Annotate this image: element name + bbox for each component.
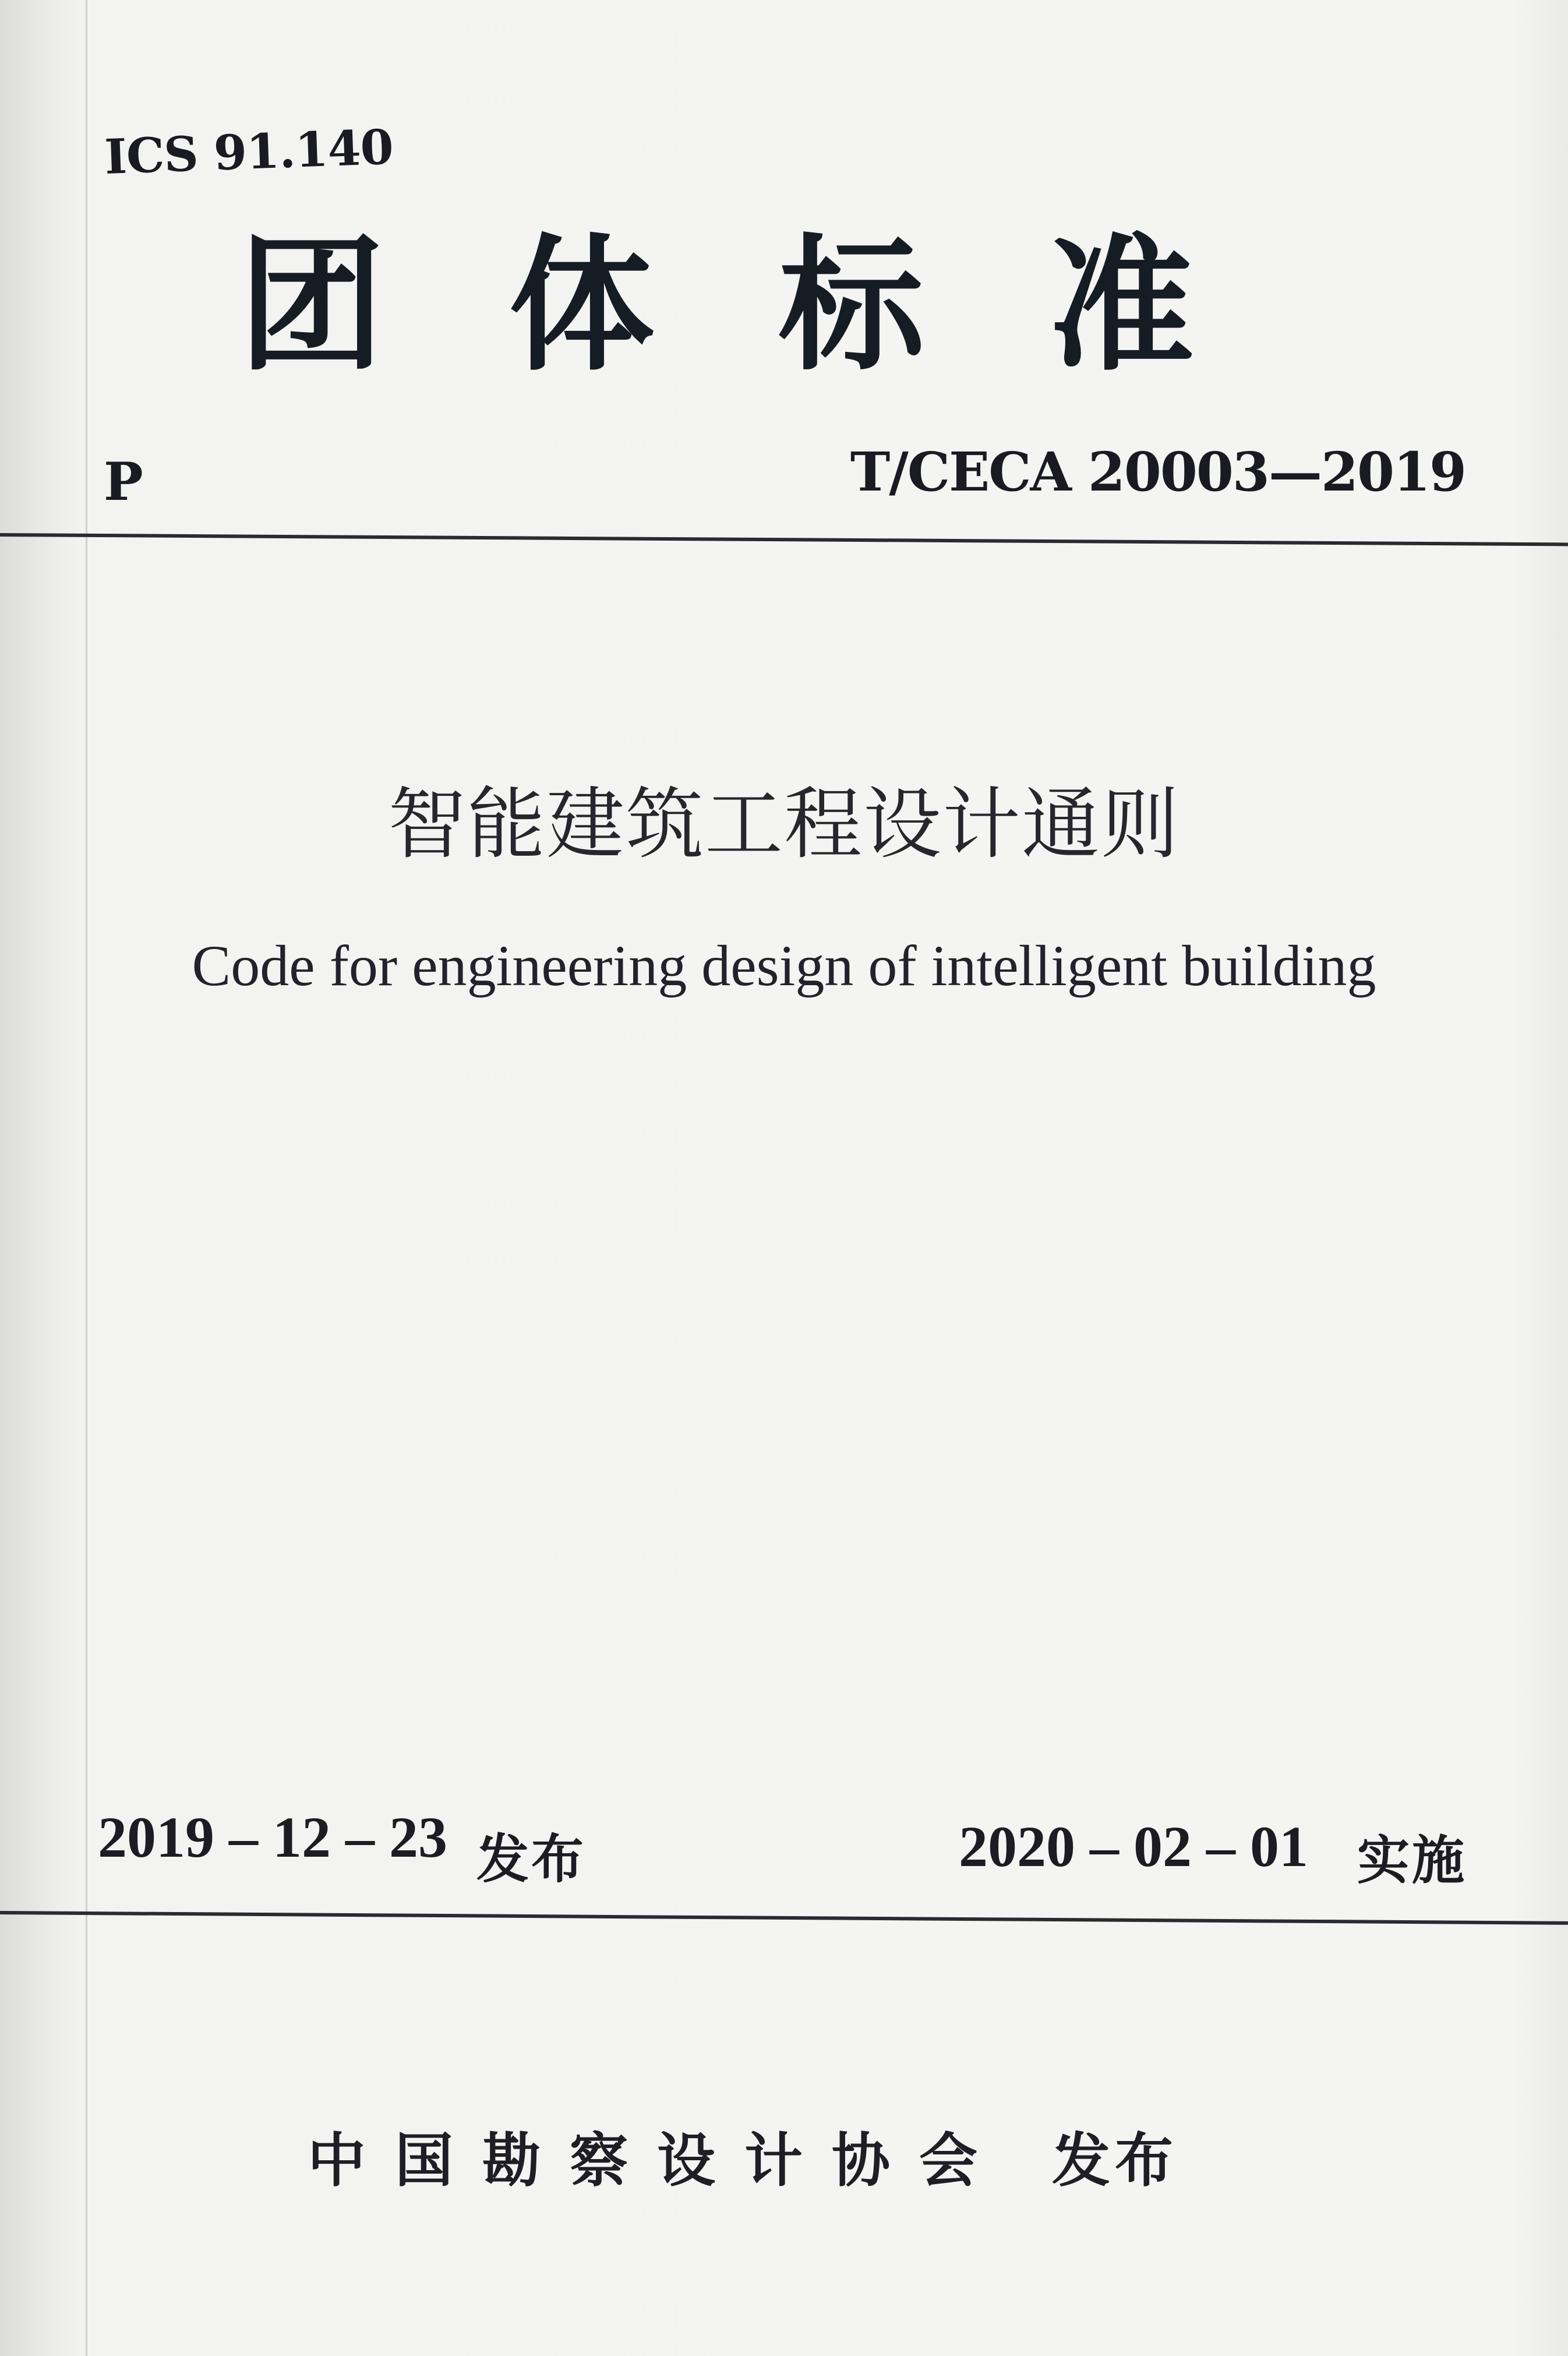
heading-char: 准 [1048,221,1194,390]
implementation-date: 2020 – 02 – 01 [959,1814,1308,1879]
classification-code: P [104,451,143,513]
page-spine-edge [0,0,87,2356]
publisher-name: 中国勘察设计协会 [308,2126,1007,2195]
title-chinese: 智能建筑工程设计通则 [387,779,1180,870]
issue-date: 2019 – 12 – 23 [98,1805,447,1870]
ics-code: ICS 91.140 [104,119,394,185]
issue-label: 发布 [476,1829,586,1890]
heading-char: 标 [778,221,924,390]
title-english: Code for engineering design of intelligent building [192,933,1376,998]
publisher-label: 发布 [1052,2126,1178,2195]
top-divider [0,533,1568,546]
heading-char: 体 [508,221,655,390]
standard-number: T/CECA 20003—2019 [850,440,1465,503]
heading-char: 团 [239,221,384,390]
implementation-label: 实施 [1357,1830,1467,1891]
bottom-divider [0,1911,1568,1925]
standard-type-heading [239,221,1194,390]
